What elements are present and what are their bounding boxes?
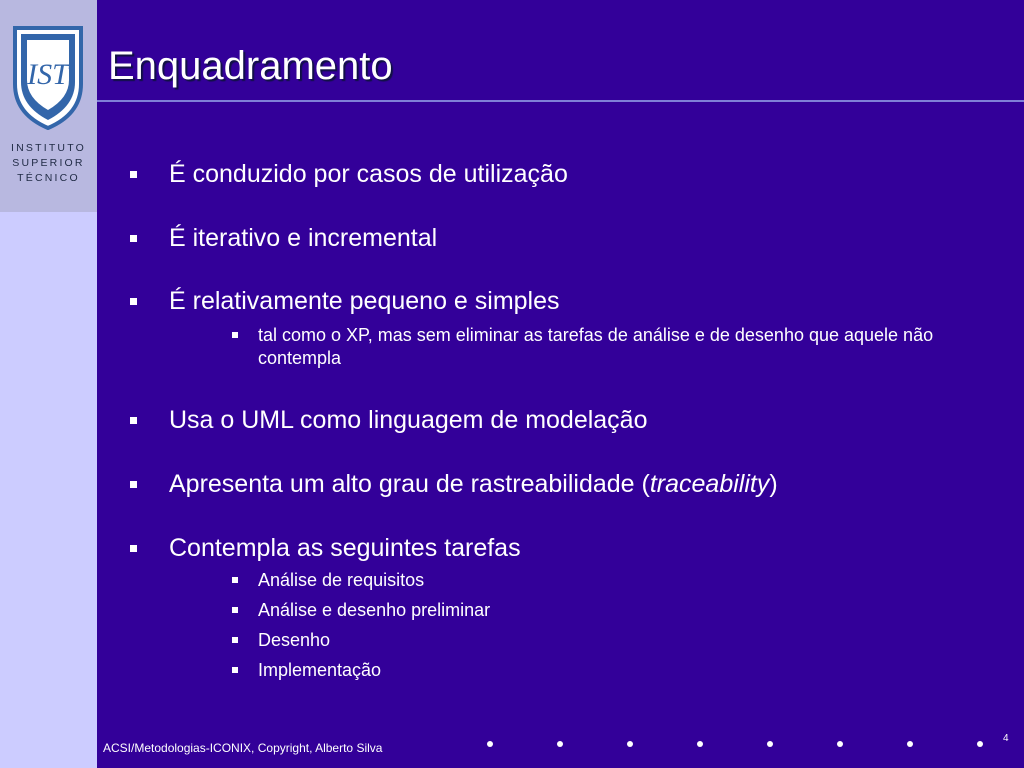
square-bullet-icon xyxy=(130,298,137,305)
ist-logo-icon xyxy=(13,26,83,130)
dot-icon xyxy=(697,741,703,747)
square-bullet-icon xyxy=(232,332,238,338)
square-bullet-icon xyxy=(232,667,238,673)
sub-bullet-text: tal como o XP, mas sem eliminar as tarefas de análise e de desenho que aquele não contempla xyxy=(258,325,934,368)
logo-text-line: SUPERIOR xyxy=(12,157,85,169)
bullet-text xyxy=(169,469,778,499)
bullet-text-italic: traceability xyxy=(649,470,770,498)
bullet-text: É iterativo e incremental xyxy=(169,224,438,252)
logo-text-line: TÉCNICO xyxy=(17,172,80,184)
bullet-text: É relativamente pequeno e simples xyxy=(169,287,560,315)
square-bullet-icon xyxy=(130,235,137,242)
sub-bullet-text: Desenho xyxy=(258,630,331,650)
sub-bullet-text: Análise e desenho preliminar xyxy=(258,600,491,620)
dot-icon xyxy=(487,741,493,747)
square-bullet-icon xyxy=(232,637,238,643)
page-number: 4 xyxy=(1003,733,1009,744)
dot-icon xyxy=(837,741,843,747)
footer-text: ACSI/Metodologias-ICONIX, Copyright, Alberto Silva xyxy=(103,741,383,755)
dot-icon xyxy=(767,741,773,747)
logo-panel xyxy=(0,0,97,212)
square-bullet-icon xyxy=(130,417,137,424)
slide-title: Enquadramento xyxy=(108,44,393,88)
bullet-text-part: Apresenta um alto grau de rastreabilidade ( xyxy=(169,470,650,498)
svg-text:IST: IST xyxy=(27,58,69,91)
title-divider xyxy=(97,100,1024,102)
bullet-text-part: ) xyxy=(769,470,778,498)
dot-icon xyxy=(557,741,563,747)
sub-bullet-text: Implementação xyxy=(258,660,382,680)
logo-text xyxy=(0,141,97,186)
square-bullet-icon xyxy=(130,481,137,488)
bullet-text: É conduzido por casos de utilização xyxy=(169,160,568,188)
sub-bullet-text: Análise de requisitos xyxy=(258,570,425,590)
logo-text-line: INSTITUTO xyxy=(10,142,87,154)
dot-icon xyxy=(907,741,913,747)
square-bullet-icon xyxy=(130,545,137,552)
square-bullet-icon xyxy=(232,607,238,613)
square-bullet-icon xyxy=(130,171,137,178)
dot-icon xyxy=(977,741,983,747)
bullet-text: Usa o UML como linguagem de modelação xyxy=(169,406,648,434)
bullet-text: Contempla as seguintes tarefas xyxy=(169,534,521,562)
dot-icon xyxy=(627,741,633,747)
square-bullet-icon xyxy=(232,577,238,583)
